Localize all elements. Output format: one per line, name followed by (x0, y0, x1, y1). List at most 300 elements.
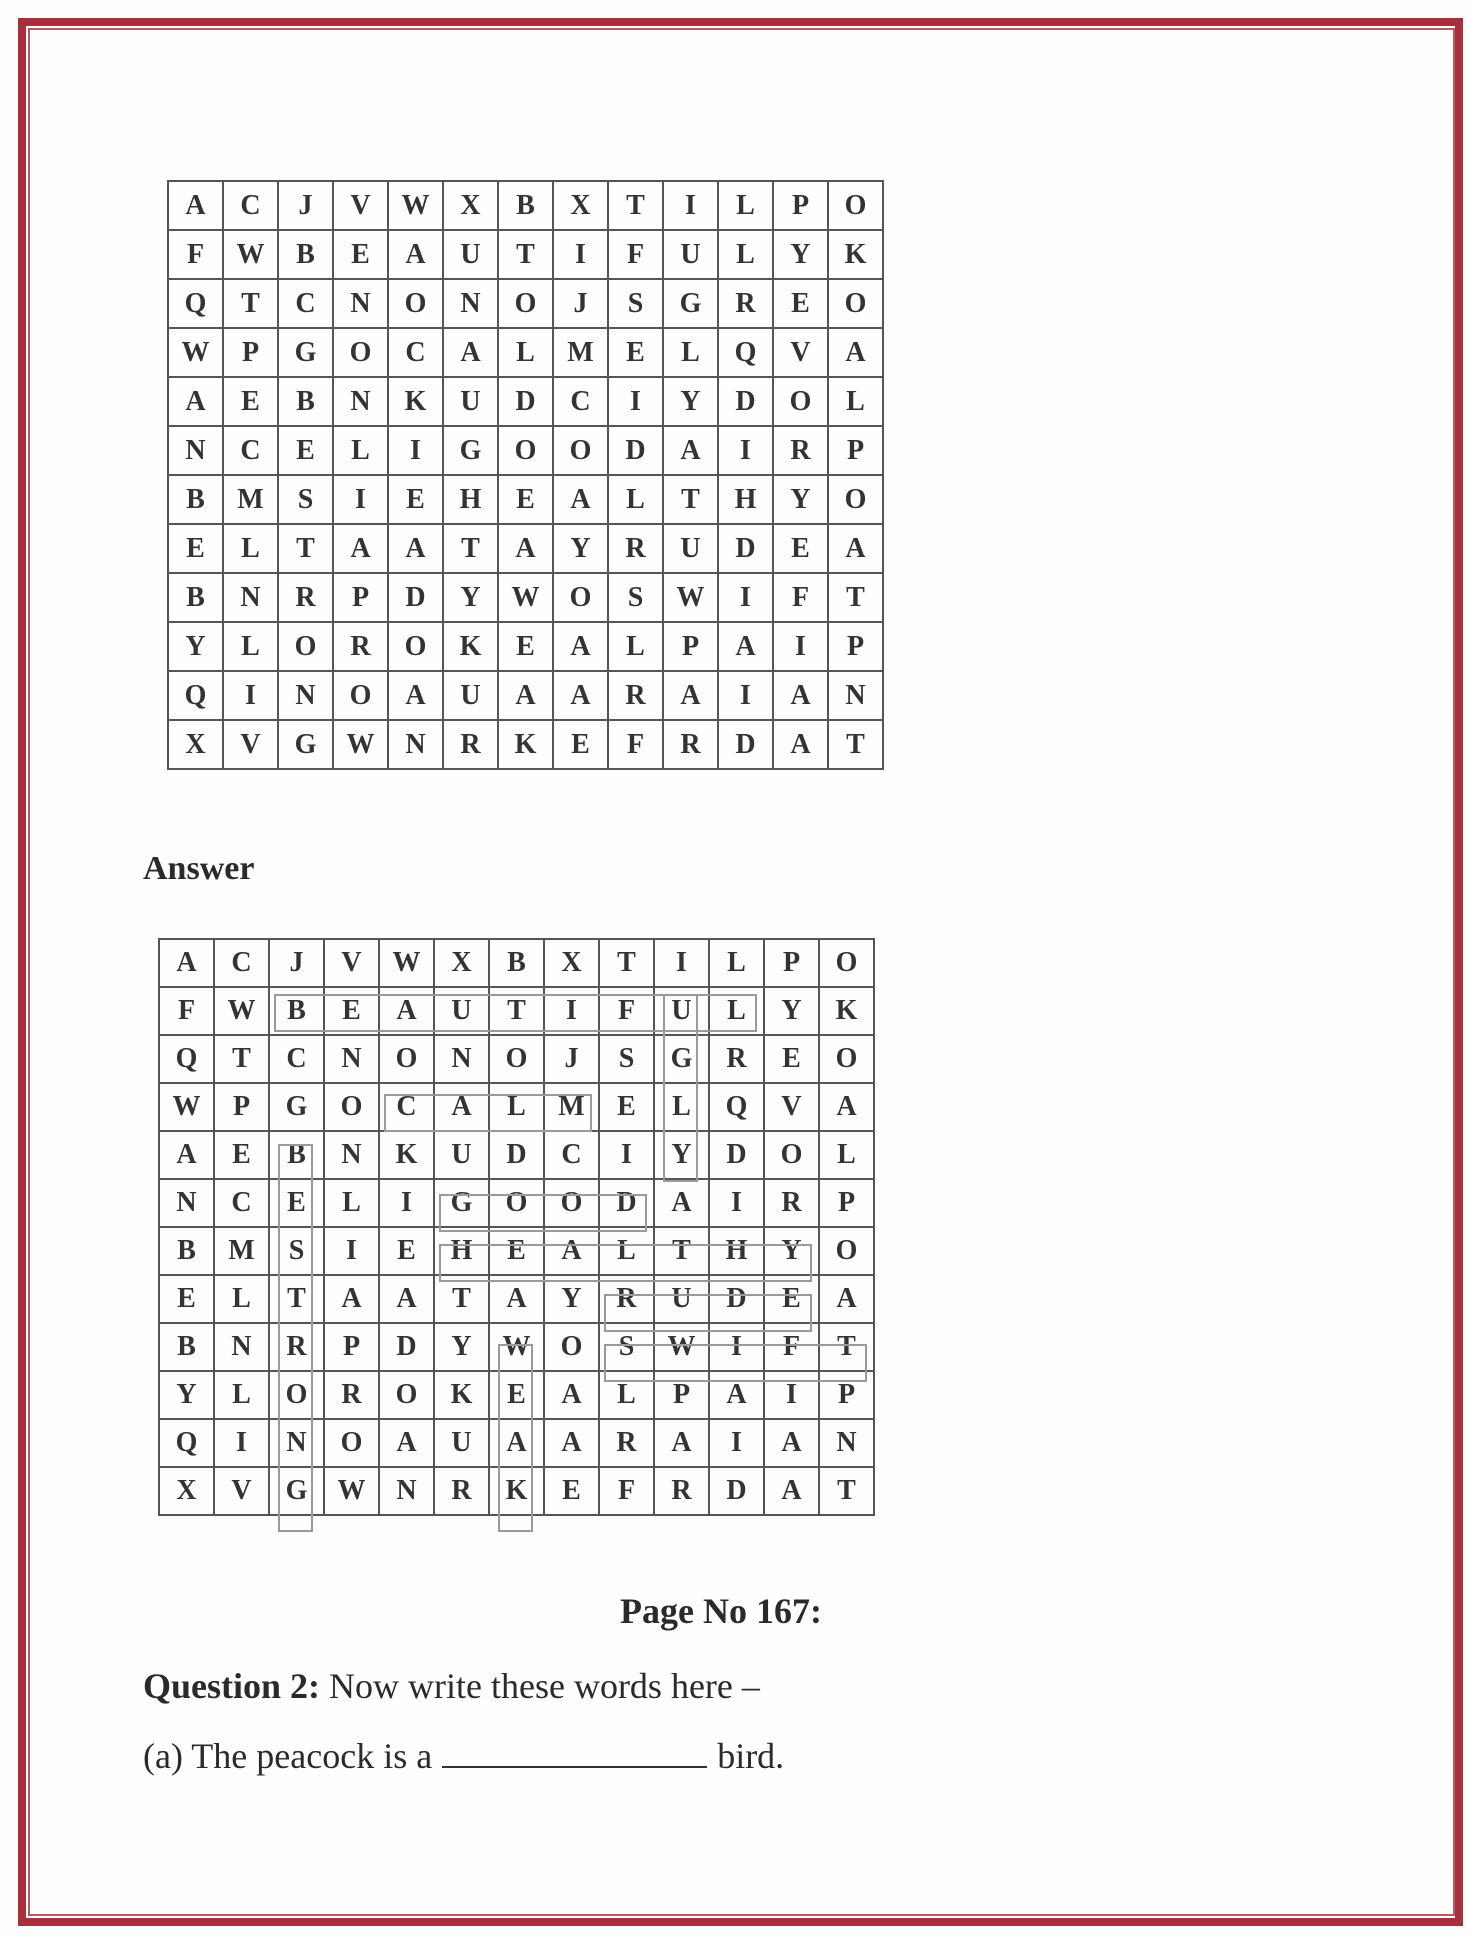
puzzle-cell: L (718, 181, 773, 230)
answer-cell: O (324, 1419, 379, 1467)
answer-cell: L (599, 1371, 654, 1419)
puzzle-cell: X (553, 181, 608, 230)
puzzle-cell: D (718, 720, 773, 769)
puzzle-cell: U (443, 671, 498, 720)
puzzle-cell: A (663, 426, 718, 475)
answer-cell: R (599, 1275, 654, 1323)
answer-cell: Q (159, 1419, 214, 1467)
puzzle-cell: I (388, 426, 443, 475)
answer-cell: C (214, 1179, 269, 1227)
puzzle-cell: L (223, 524, 278, 573)
puzzle-cell: I (608, 377, 663, 426)
puzzle-cell: A (828, 524, 883, 573)
puzzle-cell: C (223, 181, 278, 230)
puzzle-cell: Y (773, 475, 828, 524)
puzzle-cell: Y (553, 524, 608, 573)
puzzle-cell: W (223, 230, 278, 279)
answer-cell: I (324, 1227, 379, 1275)
puzzle-cell: F (608, 720, 663, 769)
puzzle-cell: H (718, 475, 773, 524)
puzzle-cell: P (223, 328, 278, 377)
answer-cell: O (379, 1035, 434, 1083)
answer-cell: A (654, 1419, 709, 1467)
answer-cell: E (489, 1371, 544, 1419)
answer-cell: V (764, 1083, 819, 1131)
puzzle-row (168, 377, 883, 426)
answer-cell: B (489, 939, 544, 987)
answer-cell: D (379, 1323, 434, 1371)
puzzle-cell: L (718, 230, 773, 279)
answer-cell: A (819, 1083, 874, 1131)
page-number: Page No 167: (620, 1591, 822, 1631)
puzzle-cell: R (608, 524, 663, 573)
answer-cell: P (819, 1179, 874, 1227)
answer-cell: M (544, 1083, 599, 1131)
answer-cell: R (709, 1035, 764, 1083)
puzzle-row (168, 328, 883, 377)
puzzle-cell: Y (443, 573, 498, 622)
puzzle-cell: K (388, 377, 443, 426)
answer-cell: F (159, 987, 214, 1035)
answer-cell: X (434, 939, 489, 987)
puzzle-cell: A (388, 230, 443, 279)
puzzle-cell: R (278, 573, 333, 622)
puzzle-cell: J (553, 279, 608, 328)
puzzle-cell: A (168, 377, 223, 426)
puzzle-cell: O (828, 475, 883, 524)
puzzle-cell: N (223, 573, 278, 622)
puzzle-cell: D (608, 426, 663, 475)
answer-cell: A (544, 1419, 599, 1467)
puzzle-cell: O (278, 622, 333, 671)
puzzle-cell: S (278, 475, 333, 524)
puzzle-cell: E (168, 524, 223, 573)
answer-cell: L (214, 1371, 269, 1419)
answer-cell: F (599, 987, 654, 1035)
puzzle-cell: C (388, 328, 443, 377)
answer-cell: W (159, 1083, 214, 1131)
answer-cell: O (544, 1179, 599, 1227)
answer-cell: U (434, 1131, 489, 1179)
puzzle-cell: B (168, 475, 223, 524)
puzzle-cell: B (498, 181, 553, 230)
answer-cell: O (764, 1131, 819, 1179)
answer-cell: I (764, 1371, 819, 1419)
puzzle-cell: Y (663, 377, 718, 426)
answer-cell: J (544, 1035, 599, 1083)
puzzle-cell: P (333, 573, 388, 622)
answer-cell: G (654, 1035, 709, 1083)
puzzle-cell: E (608, 328, 663, 377)
puzzle-cell: D (718, 524, 773, 573)
puzzle-cell: B (278, 377, 333, 426)
answer-cell: N (324, 1131, 379, 1179)
puzzle-cell: K (828, 230, 883, 279)
puzzle-cell: A (773, 671, 828, 720)
answer-cell: O (819, 1035, 874, 1083)
puzzle-cell: K (498, 720, 553, 769)
answer-cell: U (654, 1275, 709, 1323)
puzzle-cell: G (278, 328, 333, 377)
answer-cell: E (599, 1083, 654, 1131)
puzzle-cell: A (773, 720, 828, 769)
puzzle-cell: P (663, 622, 718, 671)
question-text: Now write these words here – (320, 1666, 760, 1706)
answer-cell: A (764, 1467, 819, 1515)
puzzle-cell: A (333, 524, 388, 573)
word-search-answer-grid (158, 938, 875, 1516)
puzzle-cell: V (223, 720, 278, 769)
puzzle-row (168, 426, 883, 475)
answer-cell: T (214, 1035, 269, 1083)
puzzle-cell: U (663, 524, 718, 573)
puzzle-cell: U (663, 230, 718, 279)
answer-cell: O (544, 1323, 599, 1371)
answer-cell: K (489, 1467, 544, 1515)
puzzle-cell: U (443, 377, 498, 426)
answer-cell: T (819, 1323, 874, 1371)
puzzle-cell: A (388, 524, 443, 573)
answer-cell: T (654, 1227, 709, 1275)
puzzle-cell: N (278, 671, 333, 720)
puzzle-cell: J (278, 181, 333, 230)
answer-cell: I (709, 1419, 764, 1467)
answer-cell: X (159, 1467, 214, 1515)
answer-cell: T (434, 1275, 489, 1323)
puzzle-cell: X (168, 720, 223, 769)
puzzle-cell: E (553, 720, 608, 769)
puzzle-cell: I (718, 426, 773, 475)
puzzle-cell: O (388, 622, 443, 671)
puzzle-cell: M (553, 328, 608, 377)
question-label: Question 2: (143, 1666, 321, 1706)
answer-cell: A (544, 1227, 599, 1275)
answer-cell: A (379, 1419, 434, 1467)
puzzle-cell: O (388, 279, 443, 328)
answer-cell: A (324, 1275, 379, 1323)
puzzle-cell: O (773, 377, 828, 426)
answer-cell: D (489, 1131, 544, 1179)
answer-cell: D (709, 1275, 764, 1323)
puzzle-cell: U (443, 230, 498, 279)
puzzle-cell: L (828, 377, 883, 426)
answer-cell: T (599, 939, 654, 987)
puzzle-cell: E (388, 475, 443, 524)
puzzle-cell: W (498, 573, 553, 622)
answer-cell: P (764, 939, 819, 987)
answer-row (159, 1227, 874, 1275)
answer-cell: K (434, 1371, 489, 1419)
answer-cell: A (764, 1419, 819, 1467)
puzzle-cell: W (333, 720, 388, 769)
answer-cell: L (654, 1083, 709, 1131)
answer-cell: A (434, 1083, 489, 1131)
puzzle-cell: F (773, 573, 828, 622)
puzzle-cell: T (223, 279, 278, 328)
puzzle-cell: E (223, 377, 278, 426)
answer-cell: E (544, 1467, 599, 1515)
answer-cell: D (599, 1179, 654, 1227)
answer-cell: I (379, 1179, 434, 1227)
puzzle-row (168, 524, 883, 573)
answer-cell: N (159, 1179, 214, 1227)
answer-cell: E (489, 1227, 544, 1275)
answer-cell: E (269, 1179, 324, 1227)
puzzle-cell: A (498, 524, 553, 573)
puzzle-cell: N (388, 720, 443, 769)
puzzle-row (168, 720, 883, 769)
puzzle-cell: I (718, 573, 773, 622)
answer-cell: L (709, 939, 764, 987)
answer-cell: U (654, 987, 709, 1035)
answer-row (159, 1467, 874, 1515)
answer-cell: R (599, 1419, 654, 1467)
puzzle-cell: R (608, 671, 663, 720)
answer-cell: E (764, 1275, 819, 1323)
puzzle-cell: T (608, 181, 663, 230)
puzzle-cell: G (663, 279, 718, 328)
answer-row (159, 1131, 874, 1179)
puzzle-cell: R (663, 720, 718, 769)
answer-cell: A (159, 1131, 214, 1179)
puzzle-cell: I (663, 181, 718, 230)
answer-cell: C (379, 1083, 434, 1131)
puzzle-cell: N (168, 426, 223, 475)
answer-cell: X (544, 939, 599, 987)
answer-cell: Y (654, 1131, 709, 1179)
answer-cell: D (709, 1131, 764, 1179)
answer-cell: B (269, 1131, 324, 1179)
answer-cell: O (819, 939, 874, 987)
puzzle-cell: C (278, 279, 333, 328)
puzzle-cell: V (333, 181, 388, 230)
answer-cell: L (709, 987, 764, 1035)
puzzle-cell: N (333, 377, 388, 426)
answer-row (159, 1419, 874, 1467)
puzzle-row (168, 671, 883, 720)
puzzle-row (168, 622, 883, 671)
answer-cell: W (324, 1467, 379, 1515)
answer-cell: N (819, 1419, 874, 1467)
answer-cell: M (214, 1227, 269, 1275)
puzzle-cell: O (828, 181, 883, 230)
puzzle-cell: H (443, 475, 498, 524)
answer-cell: F (599, 1467, 654, 1515)
answer-cell: U (434, 1419, 489, 1467)
puzzle-cell: Q (168, 671, 223, 720)
answer-cell: N (214, 1323, 269, 1371)
puzzle-cell: B (278, 230, 333, 279)
answer-cell: Q (159, 1035, 214, 1083)
answer-cell: T (489, 987, 544, 1035)
puzzle-cell: S (608, 279, 663, 328)
answer-cell: W (379, 939, 434, 987)
answer-cell: A (489, 1275, 544, 1323)
answer-cell: E (379, 1227, 434, 1275)
answer-cell: O (379, 1371, 434, 1419)
puzzle-cell: F (168, 230, 223, 279)
puzzle-cell: E (498, 475, 553, 524)
puzzle-cell: E (278, 426, 333, 475)
puzzle-cell: S (608, 573, 663, 622)
puzzle-cell: A (718, 622, 773, 671)
puzzle-cell: K (443, 622, 498, 671)
question-2 (143, 1665, 760, 1707)
answer-cell: N (269, 1419, 324, 1467)
puzzle-cell: G (443, 426, 498, 475)
puzzle-cell: O (498, 279, 553, 328)
puzzle-cell: R (718, 279, 773, 328)
answer-cell: R (269, 1323, 324, 1371)
answer-cell: A (544, 1371, 599, 1419)
puzzle-cell: A (168, 181, 223, 230)
answer-cell: R (764, 1179, 819, 1227)
puzzle-cell: E (773, 279, 828, 328)
puzzle-cell: I (553, 230, 608, 279)
puzzle-row (168, 181, 883, 230)
puzzle-cell: P (828, 426, 883, 475)
puzzle-cell: A (828, 328, 883, 377)
puzzle-cell: I (718, 671, 773, 720)
answer-cell: A (709, 1371, 764, 1419)
answer-cell: H (709, 1227, 764, 1275)
puzzle-cell: Y (168, 622, 223, 671)
puzzle-cell: I (223, 671, 278, 720)
puzzle-row (168, 279, 883, 328)
puzzle-cell: T (663, 475, 718, 524)
answer-cell: C (214, 939, 269, 987)
answer-cell: N (434, 1035, 489, 1083)
answer-cell: I (709, 1323, 764, 1371)
answer-cell: G (434, 1179, 489, 1227)
answer-row (159, 1035, 874, 1083)
answer-cell: F (764, 1323, 819, 1371)
answer-cell: A (379, 987, 434, 1035)
word-search-puzzle-grid (167, 180, 884, 770)
answer-cell: A (489, 1419, 544, 1467)
puzzle-cell: O (828, 279, 883, 328)
puzzle-cell: A (553, 671, 608, 720)
puzzle-cell: Y (773, 230, 828, 279)
answer-cell: E (159, 1275, 214, 1323)
answer-cell: S (599, 1323, 654, 1371)
answer-cell: O (819, 1227, 874, 1275)
answer-cell: O (324, 1083, 379, 1131)
puzzle-cell: D (718, 377, 773, 426)
answer-cell: B (159, 1323, 214, 1371)
puzzle-cell: O (553, 426, 608, 475)
answer-cell: I (544, 987, 599, 1035)
puzzle-cell: L (608, 475, 663, 524)
puzzle-cell: N (828, 671, 883, 720)
answer-cell: A (379, 1275, 434, 1323)
answer-cell: I (599, 1131, 654, 1179)
answer-cell: P (214, 1083, 269, 1131)
puzzle-cell: G (278, 720, 333, 769)
answer-cell: T (269, 1275, 324, 1323)
puzzle-row (168, 475, 883, 524)
puzzle-cell: L (663, 328, 718, 377)
answer-cell: B (159, 1227, 214, 1275)
answer-row (159, 987, 874, 1035)
puzzle-cell: N (443, 279, 498, 328)
answer-heading: Answer (143, 850, 255, 887)
answer-cell: W (654, 1323, 709, 1371)
puzzle-cell: T (498, 230, 553, 279)
answer-cell: U (434, 987, 489, 1035)
answer-cell: C (269, 1035, 324, 1083)
answer-cell: A (819, 1275, 874, 1323)
answer-cell: V (214, 1467, 269, 1515)
answer-cell: Y (764, 1227, 819, 1275)
puzzle-cell: O (498, 426, 553, 475)
answer-cell: L (489, 1083, 544, 1131)
answer-cell: L (599, 1227, 654, 1275)
answer-cell: O (489, 1179, 544, 1227)
puzzle-cell: L (223, 622, 278, 671)
puzzle-row (168, 573, 883, 622)
puzzle-cell: O (553, 573, 608, 622)
answer-cell: I (214, 1419, 269, 1467)
answer-cell: S (269, 1227, 324, 1275)
answer-cell: L (819, 1131, 874, 1179)
puzzle-cell: T (828, 573, 883, 622)
puzzle-cell: V (773, 328, 828, 377)
answer-row (159, 939, 874, 987)
answer-row (159, 1371, 874, 1419)
puzzle-cell: N (333, 279, 388, 328)
puzzle-cell: C (553, 377, 608, 426)
answer-cell: R (654, 1467, 709, 1515)
answer-cell: R (324, 1371, 379, 1419)
puzzle-cell: I (773, 622, 828, 671)
answer-cell: K (379, 1131, 434, 1179)
answer-cell: B (269, 987, 324, 1035)
item-a-suffix: bird. (717, 1736, 785, 1776)
puzzle-cell: R (773, 426, 828, 475)
puzzle-cell: M (223, 475, 278, 524)
puzzle-cell: T (278, 524, 333, 573)
puzzle-cell: R (333, 622, 388, 671)
puzzle-cell: E (333, 230, 388, 279)
answer-cell: W (214, 987, 269, 1035)
answer-cell: W (489, 1323, 544, 1371)
answer-cell: P (654, 1371, 709, 1419)
puzzle-cell: I (333, 475, 388, 524)
puzzle-cell: O (333, 671, 388, 720)
puzzle-cell: D (388, 573, 443, 622)
puzzle-cell: A (388, 671, 443, 720)
puzzle-cell: W (168, 328, 223, 377)
puzzle-cell: L (498, 328, 553, 377)
answer-cell: Y (544, 1275, 599, 1323)
answer-cell: I (654, 939, 709, 987)
answer-blank[interactable] (442, 1736, 707, 1768)
answer-cell: C (544, 1131, 599, 1179)
answer-cell: Q (709, 1083, 764, 1131)
answer-cell: E (764, 1035, 819, 1083)
puzzle-cell: C (223, 426, 278, 475)
answer-cell: J (269, 939, 324, 987)
puzzle-cell: A (553, 622, 608, 671)
puzzle-cell: P (828, 622, 883, 671)
answer-cell: L (214, 1275, 269, 1323)
puzzle-cell: B (168, 573, 223, 622)
puzzle-cell: P (773, 181, 828, 230)
puzzle-cell: T (443, 524, 498, 573)
puzzle-cell: F (608, 230, 663, 279)
puzzle-cell: A (553, 475, 608, 524)
